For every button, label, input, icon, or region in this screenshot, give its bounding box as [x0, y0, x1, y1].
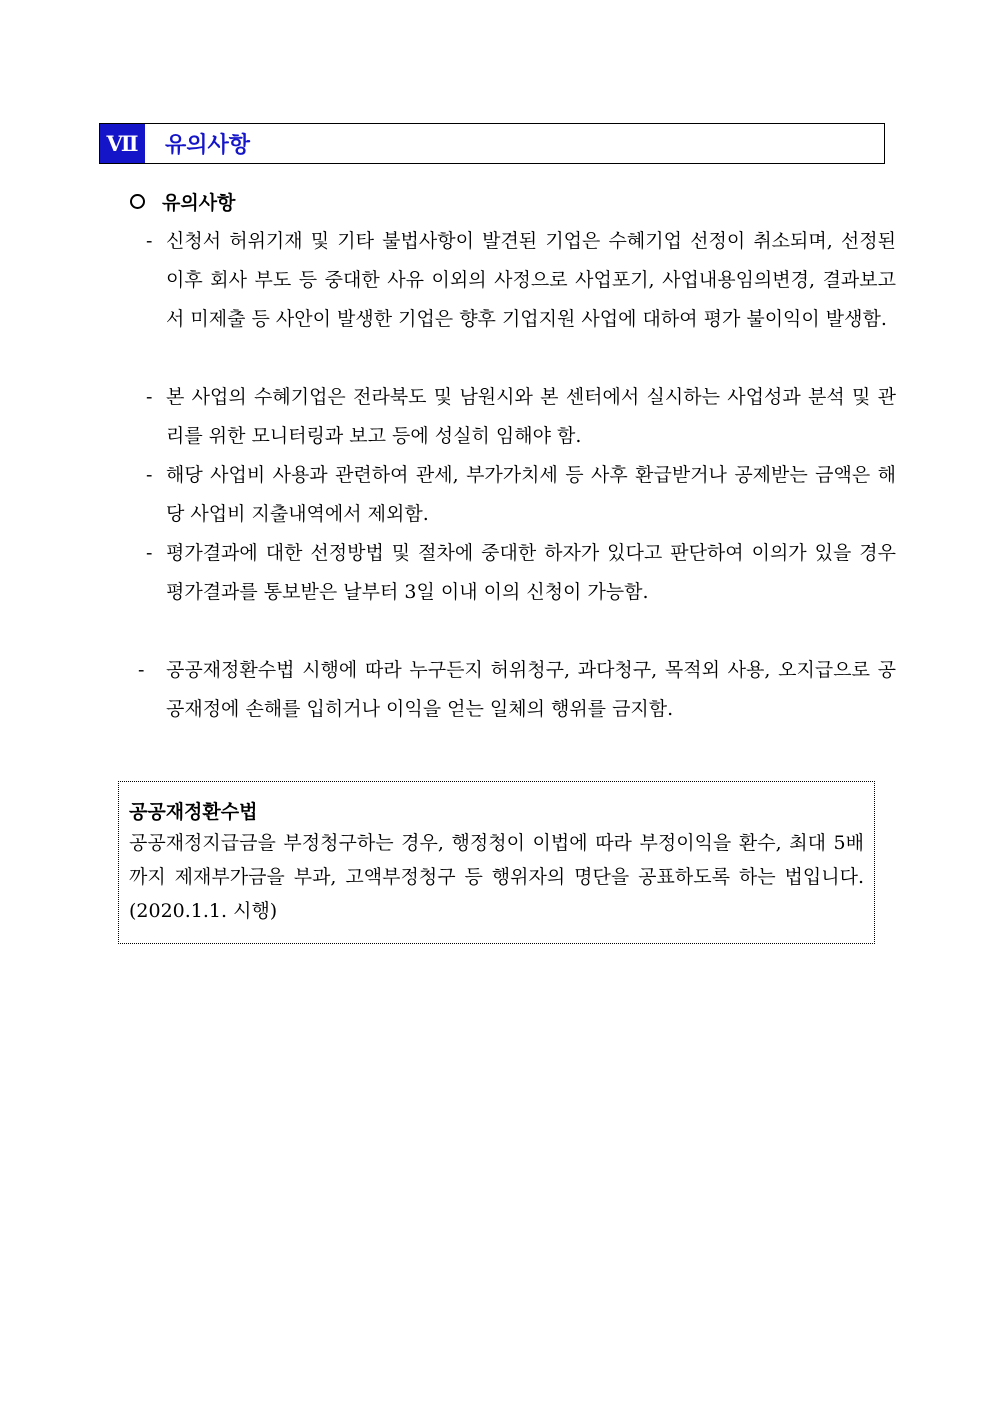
notice-item-1: [146, 222, 896, 339]
notice-item-2: [146, 378, 896, 456]
info-box-title: 공공재정환수법: [129, 801, 258, 823]
notice-text: 해당 사업비 사용과 관련하여 관세, 부가가치세 등 사후 환급받거나 공제받는 금액은 해당 사업비 지출내역에서 제외함.: [166, 464, 896, 525]
notice-text: 본 사업의 수혜기업은 전라북도 및 남원시와 본 센터에서 실시하는 사업성과 분석 및 관리를 위한 모니터링과 보고 등에 성실히 임해야 함.: [166, 386, 896, 447]
notice-text: 신청서 허위기재 및 기타 불법사항이 발견된 기업은 수혜기업 선정이 취소되며, 선정된 이후 회사 부도 등 중대한 사유 이외의 사정으로 사업포기, 사업내용임의변경, 결과보고서 미제출 등 사안이 발생한 기업은 향후 기업지원 사업에 대하여 평가 불이익이 발생함.: [166, 230, 896, 330]
section-header: [99, 123, 885, 164]
sub-heading: [130, 188, 235, 215]
notice-text: 평가결과에 대한 선정방법 및 절차에 중대한 하자가 있다고 판단하여 이의가 있을 경우 평가결과를 통보받은 날부터 3일 이내 이의 신청이 가능함.: [166, 542, 896, 603]
dash-marker: -: [146, 386, 153, 408]
info-box-text: 공공재정지급금을 부정청구하는 경우, 행정청이 이법에 따라 부정이익을 환수, 최대 5배까지 제재부가금을 부과, 고액부정청구 등 행위자의 명단을 공표하도록 하는 법입니다.(2020.1.1. 시행): [129, 832, 864, 922]
notice-item-3: [146, 456, 896, 534]
dash-marker: -: [146, 542, 153, 564]
notice-item-5: [138, 651, 896, 729]
info-box: [118, 781, 875, 944]
notice-item-4: [146, 534, 896, 612]
notice-text: 공공재정환수법 시행에 따라 누구든지 허위청구, 과다청구, 목적외 사용, 오지급으로 공공재정에 손해를 입히거나 이익을 얻는 일체의 행위를 금지함.: [166, 659, 896, 720]
section-number: Ⅶ: [100, 124, 145, 163]
section-title: 유의사항: [165, 133, 251, 158]
circle-bullet-icon: [130, 194, 145, 209]
sub-heading-label: 유의사항: [162, 192, 236, 214]
dash-marker: -: [146, 464, 153, 486]
dash-marker: -: [138, 659, 145, 681]
dash-marker: -: [146, 230, 153, 252]
